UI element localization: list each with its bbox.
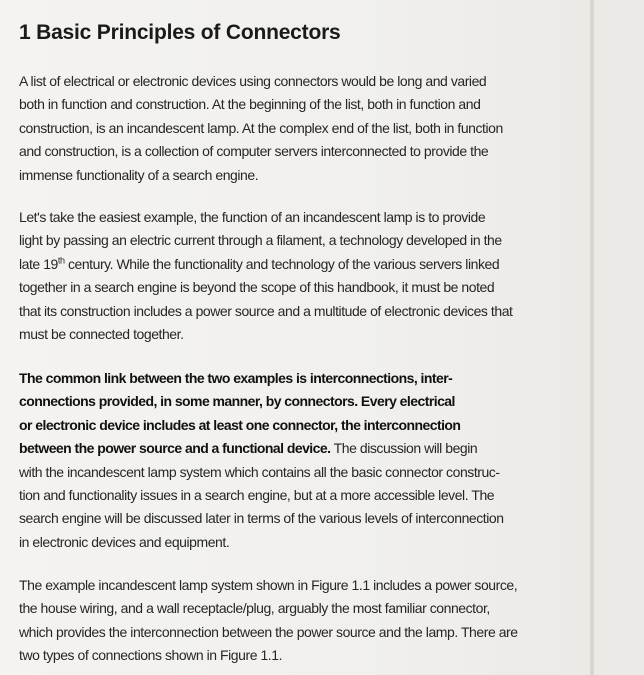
text-line: with the incandescent lamp system which contains all the basic connector construc-: [19, 463, 500, 480]
paragraph-1: [19, 70, 579, 187]
paragraph-3: [19, 367, 579, 554]
text-line-century: [19, 253, 579, 276]
text-line: together in a search engine is beyond the scope of this handbook, it must be noted: [19, 279, 495, 296]
text-line: the house wiring, and a wall receptacle/plug, arguably the most familiar connector,: [19, 600, 490, 617]
text-line: which provides the interconnection between the power source and the lamp. There are: [19, 623, 518, 640]
text-line: light by passing an electric current through a filament, a technology developed in the: [19, 232, 502, 249]
bold-text-line: connections provided, in some manner, by connectors. Every electrical: [19, 393, 455, 410]
text-line: The example incandescent lamp system shown in Figure 1.1 includes a power source,: [19, 577, 518, 593]
text-line: A list of electrical or electronic devices using connectors would be long and varied: [19, 73, 487, 89]
text-line: Let's take the easiest example, the function of an incandescent lamp is to provide: [19, 209, 486, 225]
facing-page-margin: [594, 0, 644, 675]
text-line: and construction, is a collection of computer servers interconnected to provide the: [19, 143, 489, 160]
text-line: in electronic devices and equipment.: [19, 533, 230, 550]
paragraph-2: [19, 206, 579, 346]
text-line: search engine will be discussed later in terms of the various levels of interconnection: [19, 510, 504, 527]
ordinal-suffix: th: [57, 255, 65, 266]
normal-text-segment: The discussion will begin: [330, 440, 478, 457]
text-line: immense functionality of a search engine.: [19, 166, 259, 183]
bold-text-line: The common link between the two examples is interconnections, inter-: [19, 370, 453, 386]
century-text-before: late 19: [19, 255, 58, 272]
text-line: that its construction includes a power source and a multitude of electronic devices that: [19, 302, 513, 319]
text-line: both in function and construction. At the beginning of the list, both in function and: [19, 96, 481, 113]
bold-text-segment: between the power source and a functional device.: [19, 440, 331, 457]
chapter-heading: 1 Basic Principles of Connectors: [19, 21, 341, 44]
text-line: construction, is an incandescent lamp. At the complex end of the list, both in function: [19, 119, 503, 136]
century-text-after: century. While the functionality and technology of the various servers linked: [64, 255, 500, 272]
paragraph-4: [19, 574, 579, 668]
bold-text-line: or electronic device includes at least one connector, the interconnection: [19, 416, 461, 433]
text-line: two types of connections shown in Figure 1.1.: [19, 647, 283, 664]
text-line: tion and functionality issues in a search engine, but at a more accessible level. The: [19, 487, 495, 504]
text-line: must be connected together.: [19, 326, 184, 343]
mixed-text-line: [19, 437, 579, 460]
